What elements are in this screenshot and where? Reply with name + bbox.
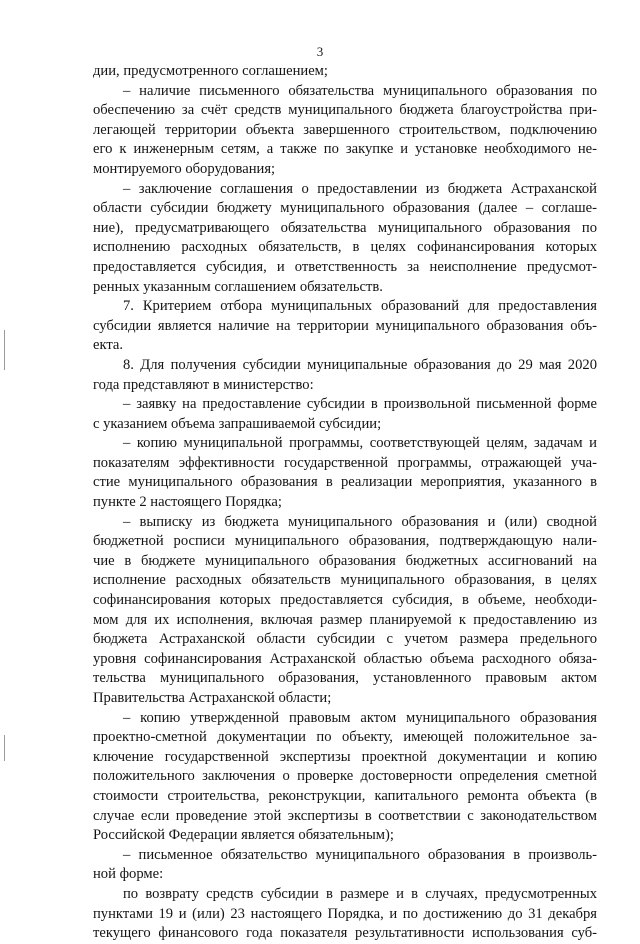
- text-line: Российской Федерации является обязательным);: [93, 827, 394, 844]
- text-line: проектно-сметной документации по объекту, имеющей положительное за-: [93, 729, 597, 746]
- text-line: софинансирования которых предоставляется субсидия, в объеме, необходи-: [93, 592, 597, 609]
- text-line: положительного заключения о проверке достоверности определения сметной: [93, 768, 597, 785]
- text-line: исполнению расходных обязательств, в целях софинансирования которых: [93, 239, 597, 256]
- text-line: ренных указанным соглашением обязательств.: [93, 278, 383, 295]
- text-line: екта.: [93, 337, 124, 354]
- text-line: ключение государственной экспертизы проектной документации и копию: [93, 748, 597, 765]
- text-line: легающей территории объекта завершенного строительством, подключению: [93, 121, 597, 138]
- text-line: стие муниципального образования в реализации мероприятия, указанного в: [93, 474, 597, 491]
- text-line: обеспечению за счёт средств муниципального бюджета благоустройства при-: [93, 102, 597, 119]
- text-line: – заявку на предоставление субсидии в произвольной письменной форме: [123, 396, 597, 413]
- text-line: мом для их исполнения, включая размер планируемой к предоставлению из: [93, 611, 597, 628]
- text-line: области субсидии бюджету муниципального образования (далее – соглаше-: [93, 200, 597, 217]
- scan-artifact-mark: [4, 735, 5, 761]
- text-line: субсидии является наличие на территории муниципального образования объ-: [93, 317, 597, 334]
- body-text: [93, 62, 597, 944]
- text-line: – наличие письменного обязательства муниципального образования по: [123, 82, 597, 99]
- text-line: – выписку из бюджета муниципального образования и (или) сводной: [123, 513, 597, 530]
- text-line: с указанием объема запрашиваемой субсидии;: [93, 415, 382, 432]
- text-line: ной форме:: [93, 866, 164, 883]
- text-line: монтируемого оборудования;: [93, 160, 276, 177]
- text-line: – копию муниципальной программы, соответствующей целям, задачам и: [123, 435, 597, 452]
- text-line: – заключение соглашения о предоставлении из бюджета Астраханской: [123, 180, 597, 197]
- text-line: дии, предусмотренного соглашением;: [93, 63, 328, 79]
- page-number: 3: [316, 44, 324, 59]
- text-line: уровня софинансирования Астраханской областью объема расходного обяза-: [93, 650, 597, 667]
- text-line: стоимости строительства, реконструкции, капитального ремонта объекта (в: [93, 787, 597, 804]
- text-line: бюджета Астраханской области субсидии с учетом размера предельного: [93, 631, 597, 648]
- text-line: текущего финансового года показателя результативности использования суб-: [93, 925, 597, 942]
- text-line: 7. Критерием отбора муниципальных образований для предоставления: [123, 298, 597, 315]
- text-line: тельства муниципального образования, установленного правовым актом: [93, 670, 597, 687]
- text-line: Правительства Астраханской области;: [93, 690, 332, 706]
- text-line: пунктами 19 и (или) 23 настоящего Порядка, и по достижению до 31 декабря: [93, 905, 597, 922]
- text-line: по возврату средств субсидии в размере и в случаях, предусмотренных: [123, 885, 597, 902]
- text-line: бюджетной росписи муниципального образования, подтверждающую нали-: [93, 533, 597, 550]
- text-line: случае если проведение этой экспертизы в соответствии с законодательством: [93, 807, 597, 824]
- text-line: года представляют в министерство:: [93, 376, 314, 393]
- text-line: – копию утвержденной правовым актом муниципального образования: [123, 709, 597, 726]
- text-line: ние), предусматривающего обязательства муниципального образования по: [93, 219, 597, 236]
- scan-artifact-mark: [4, 330, 5, 370]
- text-line: – письменное обязательство муниципального образования в произволь-: [123, 846, 597, 863]
- text-line: исполнение расходных обязательств муниципального образования, в целях: [93, 572, 597, 589]
- text-line: чие в бюджете муниципального образования бюджетных ассигнований на: [93, 552, 597, 569]
- text-line: 8. Для получения субсидии муниципальные образования до 29 мая 2020: [123, 356, 597, 373]
- text-line: пункте 2 настоящего Порядка;: [93, 494, 282, 511]
- text-line: предоставляется субсидия, и ответственность за неисполнение предусмот-: [93, 258, 597, 275]
- text-line: показателям эффективности государственной программы, отражающей уча-: [93, 454, 597, 471]
- text-line: его к инженерным сетям, а также по закупке и установке необходимого не-: [93, 141, 597, 158]
